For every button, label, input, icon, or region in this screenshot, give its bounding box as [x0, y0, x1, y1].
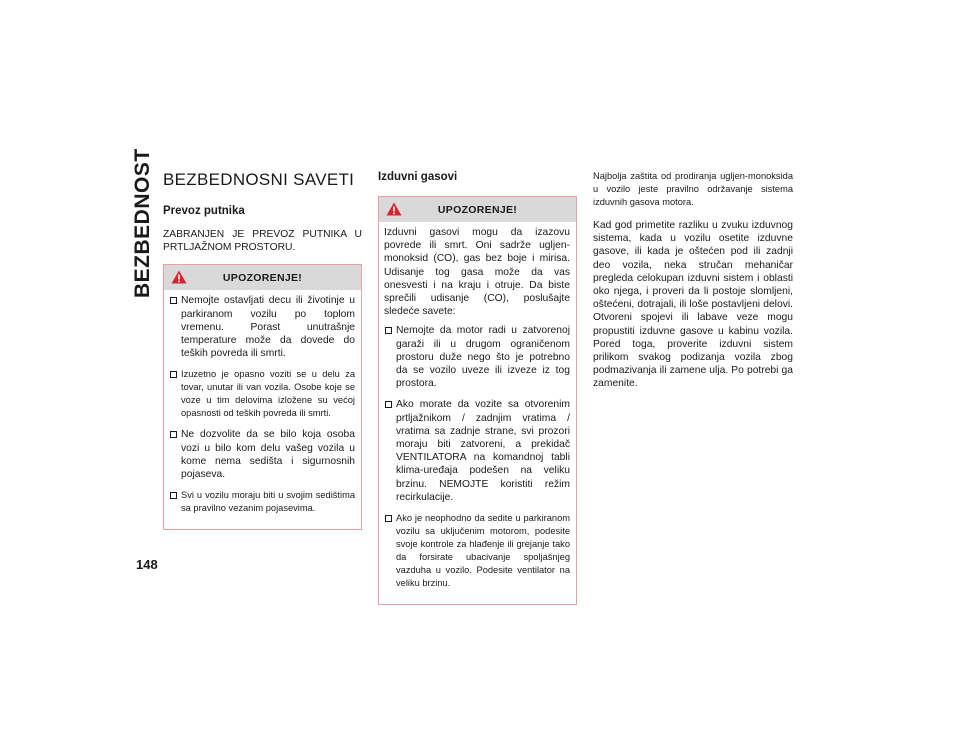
intro-paragraph: ZABRANJEN JE PREVOZ PUTNIKA U PRTLJAŽNOM PROSTORU. [163, 229, 362, 254]
bullet-box-icon [385, 515, 392, 522]
warning-item-text: Ako morate da vozite sa otvorenim prtljažnikom / zadnjim vratima / vratima sa zadnje strane, svi prozori moraju biti zatvoreni, a prekidač VENTILATORA na komandnoj tabli klima-uređaja podešen na veliku brzinu. NEMOJTE koristiti režim recirkulacije. [396, 399, 570, 503]
subheading-exhaust: Izduvni gasovi [378, 171, 458, 183]
warning-triangle-icon [171, 270, 187, 284]
warning-item-text: Nemojte ostavljati decu ili životinje u parkiranom vozilu po toplom vremenu. Porast unutrašnje temperature može da dovede do teških povreda ili smrti. [181, 295, 355, 360]
column-1 [163, 170, 362, 530]
warning-item [384, 324, 570, 390]
body-paragraph: Najbolja zaštita od prodiranja ugljen-monoksida u vozilo jeste pravilno održavanje sistema izduvnih gasova motora. [593, 171, 793, 207]
bullet-box-icon [170, 431, 177, 438]
warning-item [384, 398, 570, 504]
bullet-box-icon [385, 401, 392, 408]
warning-header [164, 265, 361, 290]
side-tab-label: BEZBEDNOST [131, 148, 154, 298]
warning-item-text: Ne dozvolite da se bilo koja osoba vozi u bilo kom delu vašeg vozila u kome nema sedišta i sigurnosnih pojaseva. [181, 429, 355, 481]
warning-title: UPOZORENJE! [222, 271, 303, 284]
warning-triangle-icon [386, 202, 402, 216]
warning-item [384, 512, 570, 590]
column-3 [593, 170, 793, 401]
warning-item [169, 294, 355, 360]
bullet-box-icon [385, 327, 392, 334]
bullet-box-icon [170, 297, 177, 304]
warning-item [169, 368, 355, 420]
warning-box-exhaust [378, 196, 577, 605]
column-2 [378, 170, 577, 605]
bullet-box-icon [170, 492, 177, 499]
warning-item [169, 489, 355, 515]
warning-box-passengers [163, 264, 362, 530]
warning-intro: Izduvni gasovi mogu da izazovu povrede ili smrt. Oni sadrže ugljen-monoksid (CO), gas bez boje i mirisa. Udisanje tog gasa može da vas onesvesti i na kraju i otruje. Da biste sprečili udisanje (CO), poslušajte sledeće savete: [384, 227, 570, 318]
body-paragraph: Kad god primetite razliku u zvuku izduvnog sistema, kada u vozilu osetite izduvne gasove, ili kada je oštećen pod ili zadnji deo vozila, neka stručan mehaničar pregleda celokupan izduvni sistem i oblasti oko njega, i proveri da li postoje slomljeni, oštećeni, dotrajali, ili loše postavljeni delovi. Otvoreni spojevi ili labave veze mogu propustiti izduvne gasove u kabinu vozila. Pored toga, proverite izduvni sistem prilikom svakog podizanja vozila zbog podmazivanja ili zamene ulja. Po potrebi ga zamenite. [593, 220, 793, 390]
section-side-tab [128, 148, 158, 298]
warning-item-text: Svi u vozilu moraju biti u svojim sedištima sa pravilno vezanim pojasevima. [181, 490, 355, 514]
warning-item-text: Izuzetno je opasno voziti se u delu za tovar, unutar ili van vozila. Osobe koje se voze u tim delovima izložene su većoj opasnosti od teških povreda ili smrti. [181, 369, 355, 419]
warning-title: UPOZORENJE! [437, 203, 518, 216]
section-title: BEZBEDNOSNI SAVETI [163, 170, 355, 189]
warning-item-text: Nemojte da motor radi u zatvorenoj garaži ili u drugom ograničenom prostoru duže nego što je potrebno da se vozilo uveze ili izveze iz tog prostora. [396, 325, 570, 390]
warning-item-text: Ako je neophodno da sedite u parkiranom vozilu sa uključenim motorom, podesite svoje kontrole za hlađenje ili grejanje tako da forsirate ubacivanje spoljašnjeg vazduha u vozilo. Podesite ventilator na veliku brzinu. [396, 513, 570, 589]
warning-header [379, 197, 576, 222]
warning-item [169, 428, 355, 481]
page-number: 148 [136, 557, 158, 572]
subheading-passengers: Prevoz putnika [163, 205, 245, 217]
bullet-box-icon [170, 371, 177, 378]
